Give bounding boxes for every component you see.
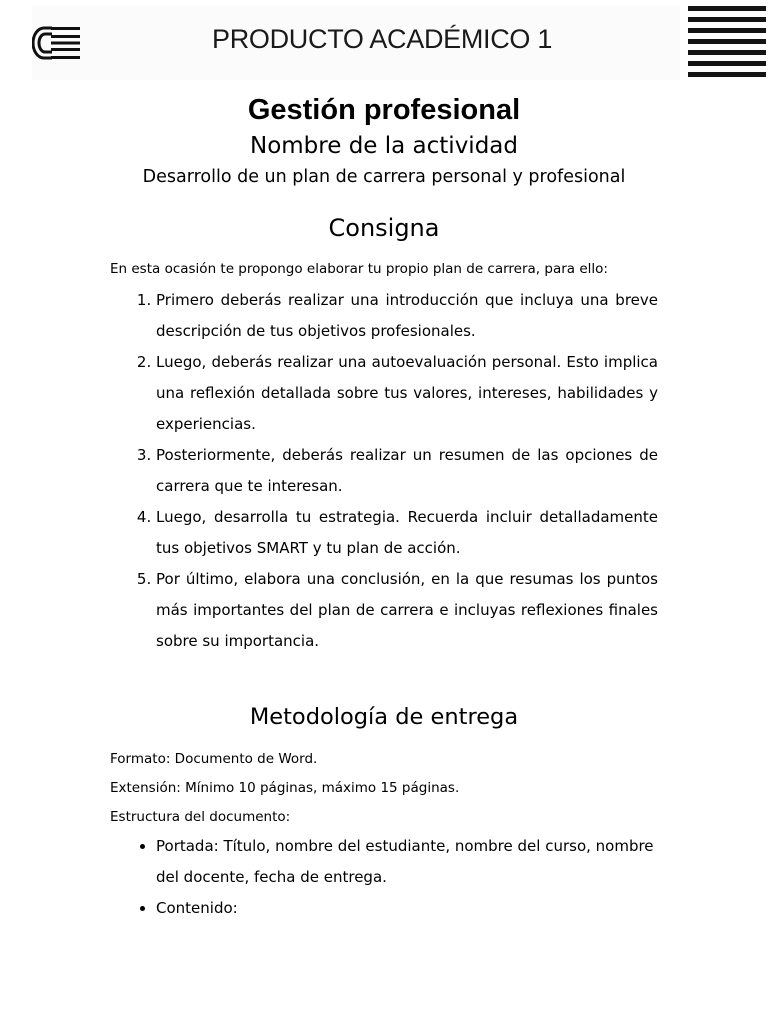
step-text: Primero deberás realizar una introducción que incluya una breve descripción de tus objetivos profesionales. <box>156 291 658 340</box>
formato-line: Formato: Documento de Word. <box>110 751 318 767</box>
list-item <box>156 285 658 347</box>
step-text: Por último, elabora una conclusión, en la que resumas los puntos más importantes del plan de carrera e incluyas reflexiones finales sobre su importancia. <box>156 570 658 650</box>
section-heading-consigna: Consigna <box>328 214 440 242</box>
list-item <box>156 502 658 564</box>
structure-list <box>110 831 658 924</box>
step-text: Posteriormente, deberás realizar un resumen de las opciones de carrera que te interesan. <box>156 446 658 495</box>
list-item <box>156 564 658 657</box>
activity-name: Desarrollo de un plan de carrera personal y profesional <box>142 167 626 187</box>
list-item <box>156 831 658 893</box>
bullet-text: Portada: Título, nombre del estudiante, nombre del curso, nombre del docente, fecha de entrega. <box>156 837 654 886</box>
list-item <box>156 893 658 924</box>
list-item <box>156 347 658 440</box>
stripes-icon <box>688 6 766 78</box>
consigna-intro: En esta ocasión te propongo elaborar tu propio plan de carrera, para ello: <box>110 261 608 277</box>
step-text: Luego, deberás realizar una autoevaluación personal. Esto implica una reflexión detallada sobre tus valores, intereses, habilidades y experiencias. <box>156 353 658 433</box>
activity-label: Nombre de la actividad <box>250 133 518 159</box>
bullet-text: Contenido: <box>156 899 238 917</box>
steps-list <box>110 285 658 657</box>
list-item <box>156 440 658 502</box>
institution-logo-icon <box>32 24 82 62</box>
course-title: Gestión profesional <box>247 94 521 126</box>
extension-line: Extensión: Mínimo 10 páginas, máximo 15 páginas. <box>110 780 460 796</box>
estructura-line: Estructura del documento: <box>110 809 291 825</box>
step-text: Luego, desarrolla tu estrategia. Recuerda incluir detalladamente tus objetivos SMART y tu plan de acción. <box>156 508 658 557</box>
page-header-title: PRODUCTO ACADÉMICO 1 <box>212 24 553 54</box>
section-heading-metodologia: Metodología de entrega <box>249 704 519 730</box>
